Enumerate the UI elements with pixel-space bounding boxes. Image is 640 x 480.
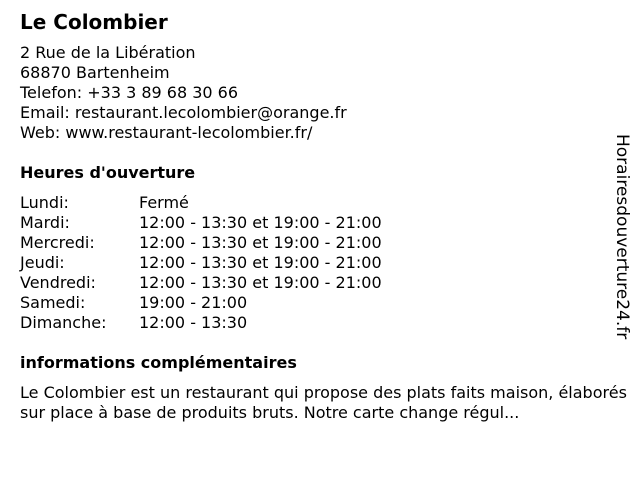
day-hours: 12:00 - 13:30 et 19:00 - 21:00 bbox=[139, 233, 382, 252]
day-label: Vendredi: bbox=[20, 273, 96, 292]
hours-row bbox=[20, 213, 382, 233]
hours-row bbox=[20, 313, 382, 333]
hours-row bbox=[20, 233, 382, 253]
hours-row bbox=[20, 293, 382, 313]
day-hours: 12:00 - 13:30 et 19:00 - 21:00 bbox=[139, 273, 382, 292]
restaurant-name: Le Colombier bbox=[20, 10, 168, 34]
hours-row bbox=[20, 193, 382, 213]
opening-hours-table bbox=[20, 193, 382, 333]
day-label: Samedi: bbox=[20, 293, 86, 312]
additional-info-text: Le Colombier est un restaurant qui propose des plats faits maison, élaborés sur place à base de produits bruts. Notre carte change régul... bbox=[20, 383, 627, 422]
site-watermark: Horairesdouverture24.fr bbox=[612, 134, 632, 340]
day-hours: 12:00 - 13:30 et 19:00 - 21:00 bbox=[139, 253, 382, 272]
street-address: 2 Rue de la Libération bbox=[20, 43, 196, 62]
additional-info-heading: informations complémentaires bbox=[20, 353, 297, 372]
day-label: Lundi: bbox=[20, 193, 69, 212]
day-label: Mardi: bbox=[20, 213, 70, 232]
phone-number[interactable]: Telefon: +33 3 89 68 30 66 bbox=[20, 83, 239, 102]
hours-row bbox=[20, 253, 382, 273]
day-hours: 12:00 - 13:30 et 19:00 - 21:00 bbox=[139, 213, 382, 232]
day-label: Jeudi: bbox=[20, 253, 65, 272]
city-address: 68870 Bartenheim bbox=[20, 63, 170, 82]
day-label: Mercredi: bbox=[20, 233, 95, 252]
day-label: Dimanche: bbox=[20, 313, 107, 332]
email-address[interactable]: Email: restaurant.lecolombier@orange.fr bbox=[20, 103, 347, 122]
opening-hours-heading: Heures d'ouverture bbox=[20, 163, 196, 182]
day-hours: Fermé bbox=[139, 193, 189, 212]
contact-block bbox=[20, 43, 347, 143]
website-link[interactable]: Web: www.restaurant-lecolombier.fr/ bbox=[20, 123, 313, 142]
day-hours: 19:00 - 21:00 bbox=[139, 293, 248, 312]
day-hours: 12:00 - 13:30 bbox=[139, 313, 248, 332]
hours-row bbox=[20, 273, 382, 293]
